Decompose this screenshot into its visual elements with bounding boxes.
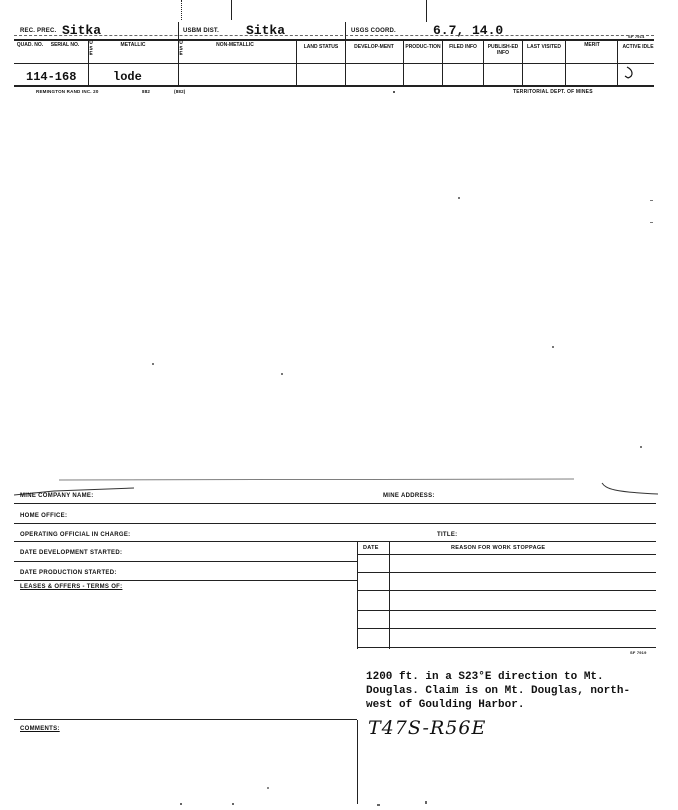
speck [377,804,380,806]
col-merit: MERIT [584,42,600,48]
usgs-coord-label: USGS COORD. [351,28,396,34]
speck [640,446,642,448]
col-metallic: METALLIC [120,42,146,48]
col-div-dev [403,39,404,85]
speck [458,197,460,199]
form-number: SF 7914 [628,34,645,39]
top-tick-3 [426,0,427,22]
stoppage-row-1 [357,572,656,573]
record-rule [14,85,654,87]
col-div-land [345,22,346,85]
stoppage-date-col: DATE [363,545,379,551]
col-div-nonmetal [296,39,297,85]
col-active-idle: ACTIVE IDLE [622,44,654,50]
stoppage-reason-col: REASON FOR WORK STOPPAGE [451,545,546,551]
stoppage-date-divider [389,541,390,649]
active-idle-mark [624,66,636,80]
stoppage-header-rule [357,554,656,555]
note-line-1: 1200 ft. in a S23°E direction to Mt. [366,671,604,683]
col-div-merit [617,39,618,85]
col-div-last [565,39,566,85]
speck [267,787,269,789]
handwritten-township: T47S-R56E [368,717,487,739]
col-quad-no: QUAD. NO. [16,42,44,48]
printer-code-1: 882 [142,89,151,94]
col-production: PRODUC-TION [405,44,441,50]
date-production-label: DATE PRODUCTION STARTED: [20,570,117,576]
comments-top-rule [14,719,357,720]
header-rule [14,39,654,41]
top-tick-1 [181,0,182,20]
top-rule-curve [14,477,658,501]
col-div-filed [483,39,484,85]
speck [393,91,395,93]
speck [650,222,653,223]
col-filed-info: FILED INFO [449,44,477,50]
record-metallic-value: lode [113,70,142,84]
col-div-pub [522,39,523,85]
speck [281,373,283,375]
record-quad-serial: 114-168 [26,70,77,84]
stoppage-row-3 [357,610,656,611]
mine-address-label: MINE ADDRESS: [383,493,435,499]
col-published-info: PUBLISH-ED INFO [487,44,519,56]
rec-prec-label: REC. PREC. [20,28,57,34]
note-line-2: Douglas. Claim is on Mt. Douglas, north- [366,685,631,697]
speck [152,363,154,365]
leases-offers-label: LEASES & OFFERS - TERMS OF: [20,584,123,590]
speck [552,346,554,348]
home-office-label: HOME OFFICE: [20,513,68,519]
col-serial-no: SERIAL NO. [50,42,80,48]
usbm-dist-label: USBM DIST. [183,28,220,34]
col-div-prod [442,39,443,85]
top-tick-2 [231,0,232,20]
printer-mark: REMINGTON RAND INC. 20 [36,89,99,94]
printer-code-2: (882) [174,89,186,94]
usbm-dist-value: Sitka [246,23,286,38]
stoppage-row-4 [357,628,656,629]
col-last-visited: LAST VISITED [527,44,561,50]
notes-divider [357,760,358,804]
comments-label: COMMENTS: [20,726,60,732]
col-use-1: U S E [89,40,93,57]
header-underline [14,35,654,36]
mine-company-name-label: MINE COMPANY NAME: [20,493,94,499]
col-non-metallic: NON-METALLIC [216,42,254,48]
form-number-2: SF 7919 [630,650,647,655]
stoppage-row-5 [357,647,656,648]
lower-rule-1 [14,503,656,504]
speck [425,801,427,804]
lower-rule-3 [14,541,656,542]
lower-rule-2 [14,523,656,524]
stoppage-row-2 [357,590,656,591]
lower-rule-4 [14,561,357,562]
department-name: TERRITORIAL DEPT. OF MINES [513,89,593,95]
col-use-2: U S E [179,40,183,57]
columns-rule [14,63,654,64]
speck [650,200,653,201]
col-development: DEVELOP-MENT [354,44,394,50]
speck [180,803,182,805]
date-development-label: DATE DEVELOPMENT STARTED: [20,550,123,556]
operating-official-label: OPERATING OFFICIAL IN CHARGE: [20,532,131,538]
lower-rule-5 [14,580,357,581]
stoppage-left-border [357,541,358,649]
rec-prec-value: Sitka [62,23,102,38]
note-line-3: west of Goulding Harbor. [366,699,525,711]
col-land-status: LAND STATUS [303,44,339,50]
speck [232,803,234,805]
usgs-coord-value: 6.7, 14.0 [433,23,504,38]
title-label: TITLE: [437,532,458,538]
